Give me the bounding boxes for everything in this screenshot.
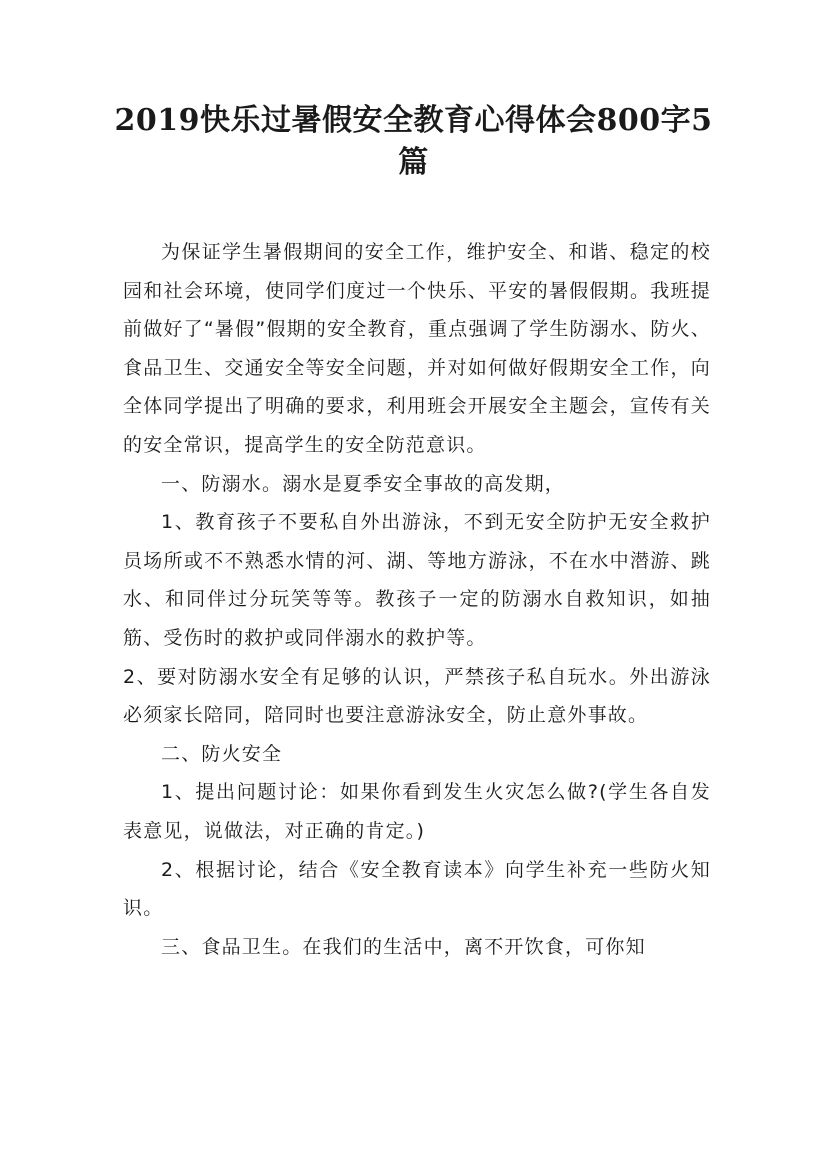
paragraph-drowning-item-2: 2、要对防溺水安全有足够的认识，严禁孩子私自玩水。外出游泳必须家长陪同，陪同时也要注意游泳安全，防止意外事故。 (123, 665, 711, 727)
paragraph-drowning-item-1: 1、教育孩子不要私自外出游泳，不到无安全防护无安全救护员场所或不不熟悉水情的河、湖、等地方游泳，不在水中潜游、跳水、和同伴过分玩笑等等。教孩子一定的防溺水自救知识，如抽筋、受伤时的救护或同伴溺水的救护等。 (123, 511, 711, 649)
paragraph-fire-item-1: 1、提出问题讨论：如果你看到发生火灾怎么做?(学生各自发表意见，说做法，对正确的肯定。) (123, 781, 711, 842)
paragraph-intro: 为保证学生暑假期间的安全工作，维护安全、和谐、稳定的校园和社会环境，使同学们度过一个快乐、平安的暑假假期。我班提前做好了“暑假”假期的安全教育，重点强调了学生防溺水、防火、食品卫生、交通安全等安全问题，并对如何做好假期安全工作，向全体同学提出了明确的要求，利用班会开展安全主题会，宣传有关的安全常识，提高学生的安全防范意识。 (123, 241, 711, 456)
paragraph-section-fire: 二、防火安全 (161, 742, 283, 765)
paragraph-section-drowning: 一、防溺水。溺水是夏季安全事故的高发期， (161, 472, 566, 495)
document-body (123, 233, 711, 966)
paragraph-section-food: 三、食品卫生。在我们的生活中，离不开饮食，可你知 (161, 935, 646, 958)
paragraph-fire-item-2: 2、根据讨论，结合《安全教育读本》向学生补充一些防火知识。 (123, 858, 711, 920)
document-title: 2019快乐过暑假安全教育心得体会800字5篇 (114, 103, 713, 180)
